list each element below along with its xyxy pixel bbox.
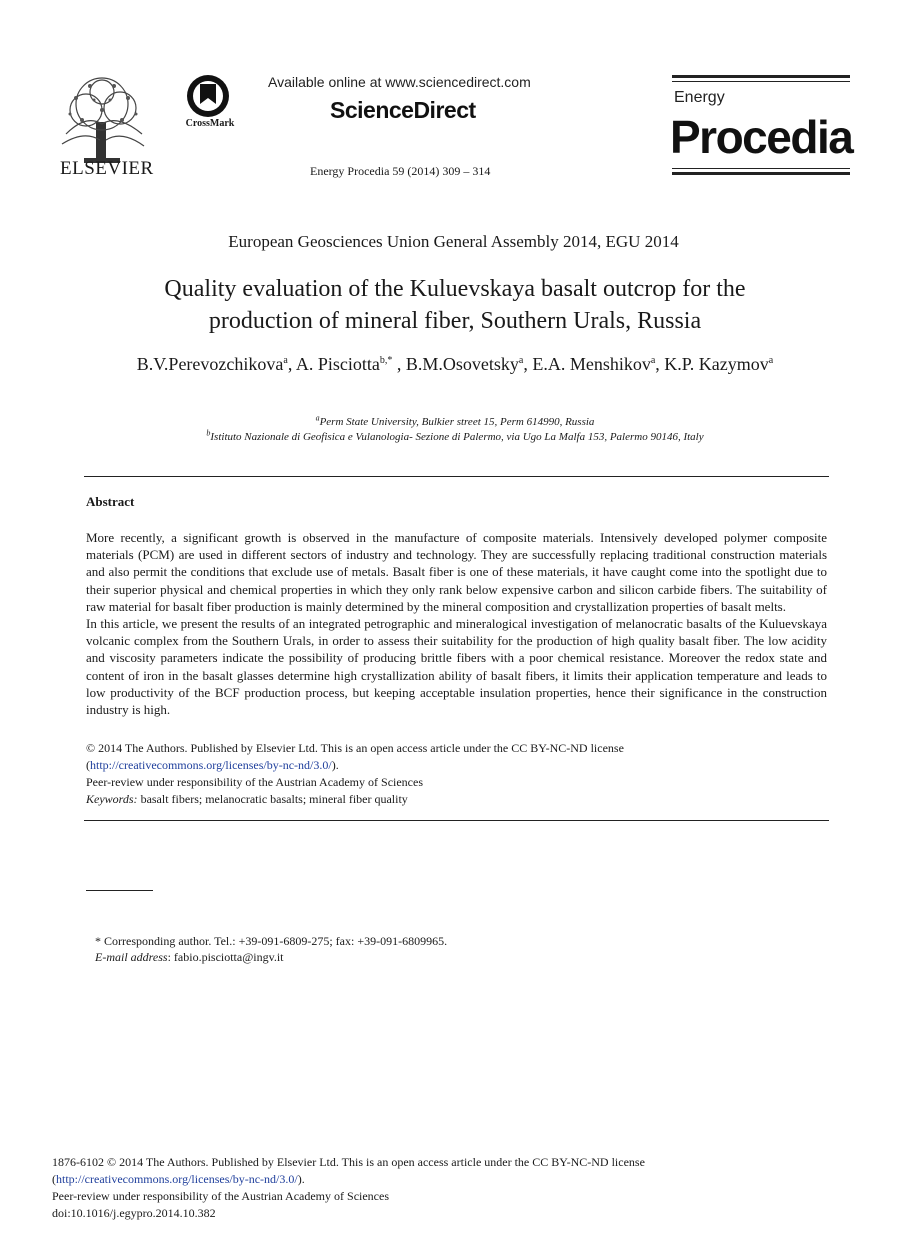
author-affil-sup: a bbox=[768, 355, 774, 366]
journal-citation: Energy Procedia 59 (2014) 309 – 314 bbox=[310, 164, 491, 178]
title-line-1: Quality evaluation of the Kuluevskaya basalt outcrop for the bbox=[164, 276, 746, 302]
email-label: E-mail address bbox=[95, 950, 168, 964]
author-name: K.P. Kazymov bbox=[664, 354, 769, 374]
keywords-text: basalt fibers; melanocratic basalts; mineral fiber quality bbox=[140, 792, 408, 806]
title-line-2: production of mineral fiber, Southern Urals, Russia bbox=[208, 308, 702, 334]
affiliation-sup: a bbox=[315, 413, 320, 423]
email-line: E-mail address: fabio.pisciotta@ingv.it bbox=[95, 950, 284, 964]
footer-license-link[interactable]: http://creativecommons.org/licenses/by-nc-nd/3.0/ bbox=[56, 1172, 298, 1186]
copyright-block bbox=[86, 740, 827, 808]
paper-title bbox=[90, 273, 820, 337]
author-affil-sup: a bbox=[283, 355, 288, 366]
abstract-body bbox=[86, 529, 827, 718]
author-separator: , bbox=[392, 354, 406, 374]
publisher-name: ELSEVIER bbox=[60, 158, 154, 179]
journal-name-main: Procedia bbox=[670, 111, 853, 163]
issn-copyright-line: 1876-6102 © 2014 The Authors. Published by Elsevier Ltd. This is an open access article under the CC BY-NC-ND license bbox=[52, 1155, 645, 1169]
procedia-rule-bottom bbox=[672, 172, 850, 175]
abstract-rule-top bbox=[84, 476, 829, 477]
author-affil-sup: b,* bbox=[379, 355, 393, 366]
license-line: (http://creativecommons.org/licenses/by-nc-nd/3.0/). bbox=[86, 758, 339, 772]
author-name: B.M.Osovetsky bbox=[405, 354, 519, 374]
footer-peer-review: Peer-review under responsibility of the Austrian Academy of Sciences bbox=[52, 1189, 389, 1203]
author-separator: , bbox=[655, 354, 665, 374]
affiliation-a bbox=[60, 413, 850, 428]
author-affil-sup: a bbox=[518, 355, 524, 366]
conference-name: European Geosciences Union General Assembly 2014, EGU 2014 bbox=[228, 232, 679, 251]
journal-name-top: Energy bbox=[674, 89, 725, 106]
abstract-paragraph-2: In this article, we present the results of an integrated petrographic and mineralogical investigation of melanocratic basalts of the Kuluevskaya volcanic complex from the Southern Urals, in order to assess their suitability for the production of high quality basalt fiber. The low acidity and viscosity parameters indicate the possibility of producing brittle fibers with a poor chemical resistance. Moreover the redox state and content of iron in the basalt glasses determine high crystallization ability of basalt fibers, it limits their application temperature and leads to low productivity of the BCF production process, but keeping acceptable insulation properties, hence their significance in the construction industry is high. bbox=[86, 616, 827, 718]
sciencedirect-logo: ScienceDirect bbox=[330, 97, 476, 123]
affiliation-sup: b bbox=[206, 428, 211, 438]
abstract-heading: Abstract bbox=[86, 494, 135, 509]
copyright-notice: © 2014 The Authors. Published by Elsevier Ltd. This is an open access article under the CC BY-NC-ND license bbox=[86, 741, 624, 755]
abstract-rule-bottom bbox=[84, 820, 829, 821]
author-name: E.A. Menshikov bbox=[532, 354, 651, 374]
license-link[interactable]: http://creativecommons.org/licenses/by-nc-nd/3.0/ bbox=[90, 758, 332, 772]
keywords-line bbox=[86, 791, 827, 808]
author-name: B.V.Perevozchikova bbox=[136, 354, 284, 374]
procedia-rule-top bbox=[672, 75, 850, 78]
page-footer bbox=[52, 1154, 852, 1222]
author-affil-sup: a bbox=[650, 355, 656, 366]
author-name: A. Pisciotta bbox=[295, 354, 380, 374]
procedia-rule-top-thin bbox=[672, 81, 850, 82]
author-separator: , bbox=[287, 354, 296, 374]
abstract-paragraph-1: More recently, a significant growth is observed in the manufacture of composite materials. Intensively developed polymer composite materials (PCM) are used in different sectors of industry and technology. They are successfully replacing traditional construction materials and also permit the conditions that exclude use of metals. Basalt fiber is one of these materials, it have caught come into the spotlight due to their superior physical and chemical properties in which they only rank below expensive carbon and silicon carbide fibers. The suitability of raw material for basalt fiber production is mainly determined by the mineral composition and crystallization properties of basalt melts. bbox=[86, 530, 827, 614]
peer-review-notice: Peer-review under responsibility of the Austrian Academy of Sciences bbox=[86, 775, 423, 789]
author-list bbox=[110, 352, 800, 376]
affiliation-text: Istituto Nazionale di Geofisica e Vulanologia- Sezione di Palermo, via Ugo La Malfa 153, Palermo 90146, Italy bbox=[210, 431, 704, 443]
procedia-rule-bottom-thin bbox=[672, 168, 850, 169]
footnote-rule bbox=[86, 890, 153, 891]
keywords-label: Keywords: bbox=[86, 792, 138, 806]
email-address[interactable]: fabio.pisciotta@ingv.it bbox=[173, 950, 284, 964]
affiliation-b bbox=[60, 428, 850, 443]
author-separator: , bbox=[523, 354, 533, 374]
affiliation-text: Perm State University, Bulkier street 15, Perm 614990, Russia bbox=[319, 416, 595, 428]
crossmark-label: CrossMark bbox=[185, 118, 235, 129]
available-online-text: Available online at www.sciencedirect.com bbox=[268, 74, 531, 90]
footer-license-line: (http://creativecommons.org/licenses/by-nc-nd/3.0/). bbox=[52, 1172, 305, 1186]
doi[interactable]: doi:10.1016/j.egypro.2014.10.382 bbox=[52, 1206, 216, 1220]
corresponding-author: * Corresponding author. Tel.: +39-091-6809-275; fax: +39-091-6809965. bbox=[95, 934, 448, 948]
